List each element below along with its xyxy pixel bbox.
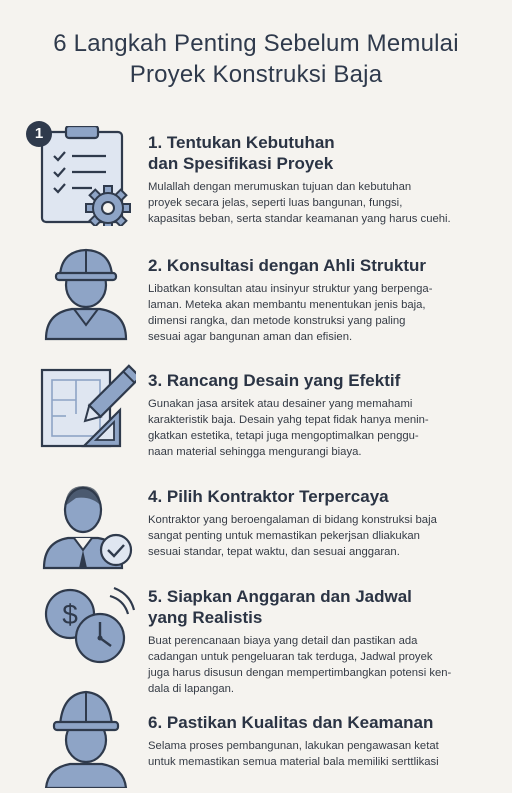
step-2-content xyxy=(148,255,488,345)
title-line-2: Proyek Konstruksi Baja xyxy=(129,61,383,88)
blueprint-pencil-icon xyxy=(36,364,136,464)
engineer-helmet-icon xyxy=(36,245,136,345)
step-2-description: Libatkan konsultan atau insinyur struktur yang berpenga- laman. Meteka akan membantu menentukan jenis baja, dimensi rangka, dan metode konstruksi yang paling sesuai agar bangunan aman dan efisien. xyxy=(148,283,433,343)
step-4-description: Kontraktor yang beroengalaman di bidang konstruksi baja sangat penting untuk memastikan pekerjsan dliakukan sesuai standar, tepat waktu, dan sesuai anggaran. xyxy=(148,514,437,558)
clipboard-gear-icon xyxy=(36,126,136,226)
step-3-title: 3. Rancang Desain yang Efektif xyxy=(148,371,401,390)
money-clock-icon xyxy=(36,584,136,684)
step-6-content xyxy=(148,712,488,770)
worker-helmet-icon xyxy=(36,688,136,788)
step-5-content xyxy=(148,586,488,697)
step-4-title: 4. Pilih Kontraktor Terpercaya xyxy=(148,487,389,506)
step-number-badge: 1 xyxy=(26,121,52,147)
step-3-content xyxy=(148,370,488,460)
title-line-1: 6 Langkah Penting Sebelum Memulai xyxy=(53,30,459,57)
step-1-content xyxy=(148,132,488,227)
step-5-description: Buat perencanaan biaya yang detail dan pastikan ada cadangan untuk pengeluaran tak terduga, Jadwal proyek juga harus disusun dengan mempertimbangkan potensi ken- dala di lapangan. xyxy=(148,635,452,695)
step-4-content xyxy=(148,486,488,560)
step-3-description: Gunakan jasa arsitek atau desainer yang memahami karakteristik baja. Desain yahg tepat fidak hanya menin- gkatkan estetika, tetapi juga mengoptimalkan penggu- naan material sehingga mengurangi biaya. xyxy=(148,398,429,458)
step-1-title: 1. Tentukan Kebutuhan dan Spesifikasi Proyek xyxy=(148,133,335,173)
page-title xyxy=(0,28,512,90)
step-6-title: 6. Pastikan Kualitas dan Keamanan xyxy=(148,713,434,732)
contractor-check-icon xyxy=(36,476,136,576)
step-6-description: Selama proses pembangunan, lakukan pengawasan ketat untuk memastikan semua material bala memiliki serttlikasi xyxy=(148,740,439,768)
step-5-title: 5. Siapkan Anggaran dan Jadwal yang Realistis xyxy=(148,587,412,627)
step-2-title: 2. Konsultasi dengan Ahli Struktur xyxy=(148,256,427,275)
svg-text:$: $ xyxy=(62,599,78,630)
step-1-description: Mulallah dengan merumuskan tujuan dan kebutuhan proyek secara jelas, seperti luas bangunan, fungsi, kapasitas beban, serta standar keamanan yang harus cuehi. xyxy=(148,181,451,225)
